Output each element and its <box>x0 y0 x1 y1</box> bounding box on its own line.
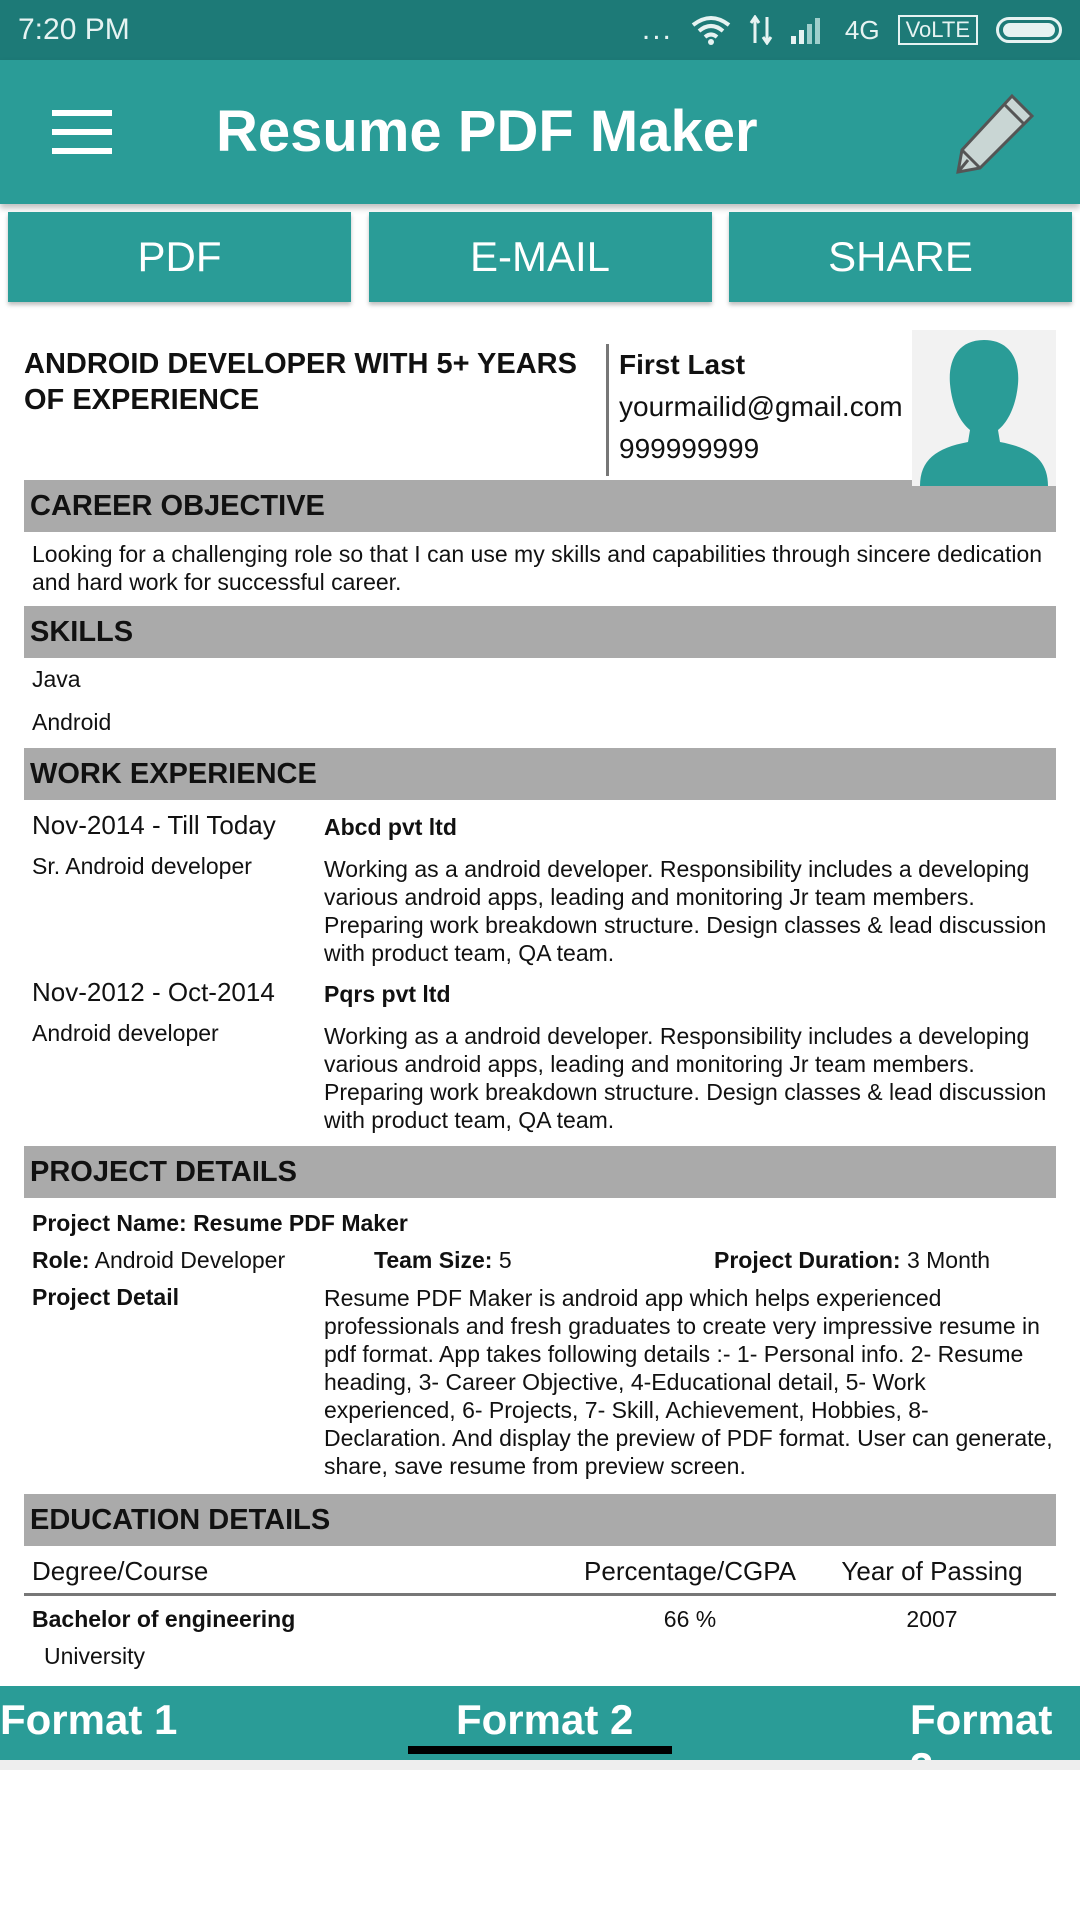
skill-item: Java <box>32 666 81 692</box>
education-table-header <box>24 1546 1056 1596</box>
work-entry <box>24 967 1056 1134</box>
avatar <box>912 330 1056 486</box>
tab-format-1[interactable]: Format 1 <box>0 1696 178 1743</box>
project-name-value: Resume PDF Maker <box>193 1210 408 1236</box>
candidate-email: yourmailid@gmail.com <box>619 391 903 422</box>
share-button[interactable]: SHARE <box>729 212 1072 302</box>
degree-value: Bachelor of engineering <box>32 1606 296 1632</box>
project-duration-label: Project Duration: <box>714 1247 901 1273</box>
project-detail <box>24 1274 1056 1494</box>
percentage-value: 66 % <box>663 1606 717 1632</box>
work-entry <box>24 800 1056 967</box>
action-bar <box>8 212 1072 304</box>
volte-badge: VoLTE <box>898 15 978 45</box>
work-role: Android developer <box>32 1020 219 1046</box>
network-type: 4G <box>844 14 880 45</box>
education-details-header: EDUCATION DETAILS <box>24 1494 1056 1546</box>
wifi-icon <box>691 15 731 45</box>
tab-format-3[interactable]: Format <box>910 1696 1053 1743</box>
project-duration-value: 3 Month <box>906 1247 991 1273</box>
data-transfer-icon <box>749 15 773 45</box>
bottom-divider <box>0 1760 1080 1770</box>
skill-item: Android <box>32 709 112 735</box>
project-detail-text: Resume PDF Maker is android app which helps experienced professionals and fresh graduates to create very impressive resume in pdf format. App takes following details :- 1- Personal info. 2- Resume heading, 3- Career Objective, 4-Educational detail, 5- Work experienced, 6- Projects, 7- Skill, Achievement, Hobbies, 8- Declaration. And display the preview of PDF format. User can generate, share, save resume from preview screen. <box>324 1285 1053 1479</box>
project-role-value: Android Developer <box>94 1247 286 1273</box>
work-experience-header: WORK EXPERIENCE <box>24 748 1056 800</box>
pdf-button[interactable]: PDF <box>8 212 351 302</box>
resume-header <box>24 330 1056 480</box>
work-role: Sr. Android developer <box>32 853 252 879</box>
work-dates: Nov-2014 - Till Today <box>32 810 276 840</box>
person-icon <box>912 330 1056 486</box>
status-time: 7:20 PM <box>18 13 130 46</box>
selected-tab-indicator <box>408 1746 672 1754</box>
battery-icon <box>996 17 1062 43</box>
university-value: University <box>44 1643 145 1669</box>
candidate-name: First Last <box>619 349 746 380</box>
project-meta <box>24 1237 1056 1274</box>
resume-headline: ANDROID DEVELOPER WITH 5+ YEARS OF EXPERIENCE <box>24 348 577 416</box>
edit-pencil-icon[interactable] <box>950 88 1040 178</box>
team-size-value: 5 <box>498 1247 512 1273</box>
work-dates: Nov-2012 - Oct-2014 <box>32 977 275 1007</box>
format-tabs <box>0 1686 1080 1760</box>
resume-preview[interactable] <box>24 330 1056 1670</box>
status-icons <box>642 13 1062 47</box>
menu-icon[interactable] <box>52 110 112 154</box>
project-name <box>24 1198 1056 1237</box>
degree-column-header: Degree/Course <box>32 1556 209 1586</box>
app-bar <box>0 60 1080 204</box>
more-dots-icon: ... <box>641 13 673 46</box>
app-title: Resume PDF Maker <box>216 99 758 164</box>
project-details-header: PROJECT DETAILS <box>24 1146 1056 1198</box>
career-objective-header: CAREER OBJECTIVE <box>24 480 1056 532</box>
team-size-label: Team Size: <box>374 1247 493 1273</box>
project-name-label: Project Name: <box>32 1210 187 1236</box>
contact-info <box>619 344 903 470</box>
tab-format-2[interactable]: Format 2 <box>456 1696 634 1743</box>
work-description: Working as a android developer. Responsibility includes a developing various android apps, leading and monitoring Jr team members. Preparing work breakdown structure. Design classes & lead discussion with product team, QA team. <box>324 856 1047 966</box>
year-value: 2007 <box>906 1606 958 1632</box>
work-company: Abcd pvt ltd <box>324 814 457 840</box>
project-role-label: Role: <box>32 1247 90 1273</box>
status-bar <box>0 0 1080 60</box>
header-divider <box>606 344 609 476</box>
education-row <box>24 1596 1056 1633</box>
year-column-header: Year of Passing <box>841 1556 1023 1586</box>
work-company: Pqrs pvt ltd <box>324 981 451 1007</box>
work-description: Working as a android developer. Responsibility includes a developing various android apps, leading and monitoring Jr team members. Preparing work breakdown structure. Design classes & lead discussion with product team, QA team. <box>324 1023 1047 1133</box>
email-button[interactable]: E-MAIL <box>369 212 712 302</box>
candidate-phone: 999999999 <box>619 433 760 464</box>
career-objective-text: Looking for a challenging role so that I can use my skills and capabilities through sincere dedication and hard work for successful career. <box>32 541 1043 595</box>
skills-header: SKILLS <box>24 606 1056 658</box>
signal-icon <box>791 16 827 44</box>
percentage-column-header: Percentage/CGPA <box>584 1556 796 1586</box>
project-detail-label: Project Detail <box>32 1284 179 1310</box>
